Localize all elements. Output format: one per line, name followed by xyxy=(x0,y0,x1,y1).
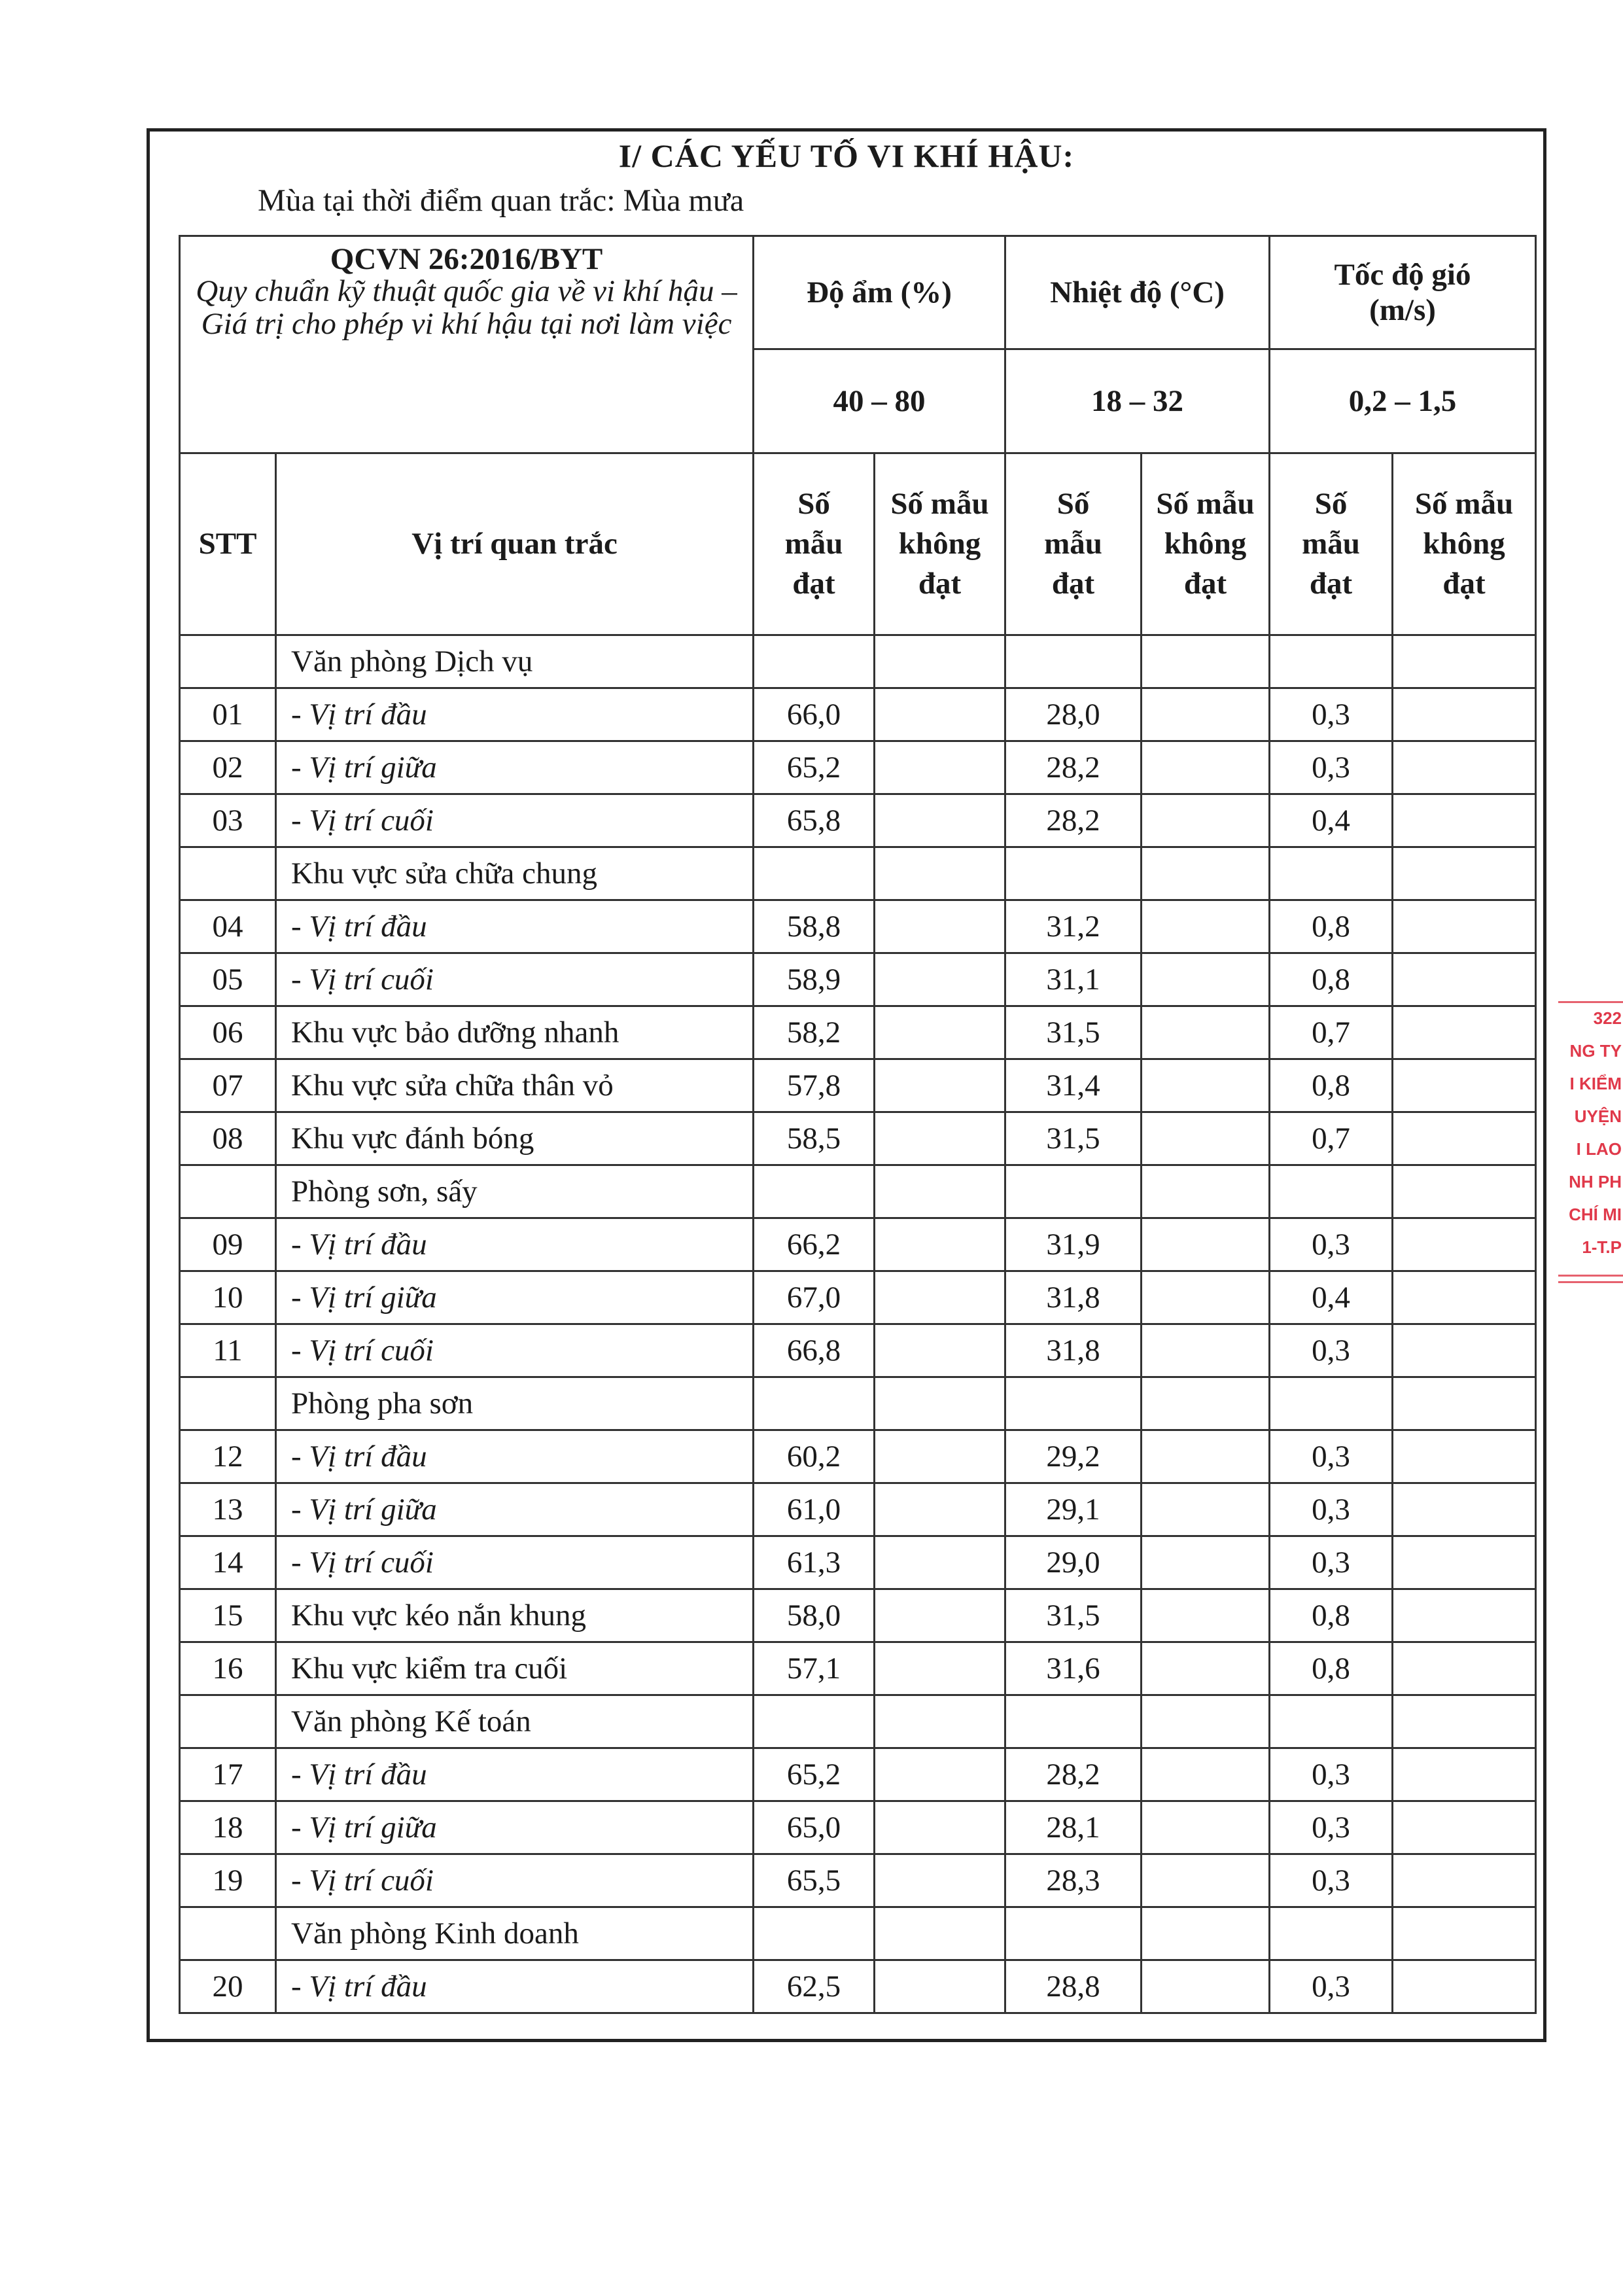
temperature-fail-cell xyxy=(1142,635,1270,688)
wind-fail-cell xyxy=(1393,1324,1536,1377)
table-row xyxy=(180,1801,1536,1854)
standard-code: QCVN 26:2016/BYT xyxy=(330,242,603,276)
location-cell: - Vị trí đầu xyxy=(276,900,754,953)
humidity-fail-cell xyxy=(875,1589,1005,1642)
wind-pass-cell: 0,8 xyxy=(1270,1642,1393,1695)
table-row xyxy=(180,1271,1536,1324)
humidity-fail-header: Số mẫu không đạt xyxy=(875,453,1005,635)
wind-pass-cell: 0,3 xyxy=(1270,1430,1393,1483)
wind-pass-cell: 0,3 xyxy=(1270,1801,1393,1854)
humidity-fail-cell xyxy=(875,635,1005,688)
stt-cell: 17 xyxy=(180,1748,276,1801)
stt-cell: 04 xyxy=(180,900,276,953)
temperature-fail-cell xyxy=(1142,688,1270,741)
wind-pass-cell: 0,8 xyxy=(1270,1589,1393,1642)
location-cell: - Vị trí cuối xyxy=(276,1854,754,1907)
wind-fail-cell xyxy=(1393,1854,1536,1907)
temperature-pass-cell: 31,6 xyxy=(1005,1642,1142,1695)
wind-fail-cell xyxy=(1393,1695,1536,1748)
humidity-fail-cell xyxy=(875,1642,1005,1695)
humidity-fail-cell xyxy=(875,741,1005,794)
stt-cell xyxy=(180,1695,276,1748)
wind-pass-cell: 0,8 xyxy=(1270,1059,1393,1112)
stt-cell: 18 xyxy=(180,1801,276,1854)
temperature-fail-cell xyxy=(1142,1112,1270,1165)
location-cell: - Vị trí đầu xyxy=(276,1430,754,1483)
temperature-pass-cell: 28,0 xyxy=(1005,688,1142,741)
wind-fail-cell xyxy=(1393,1483,1536,1536)
temperature-pass-cell xyxy=(1005,1165,1142,1218)
temperature-pass-cell: 28,2 xyxy=(1005,794,1142,847)
humidity-fail-cell xyxy=(875,1271,1005,1324)
stamp-text-line: 322 xyxy=(1593,1008,1622,1028)
stt-cell: 11 xyxy=(180,1324,276,1377)
wind-fail-cell xyxy=(1393,635,1536,688)
location-cell: - Vị trí đầu xyxy=(276,1960,754,2013)
stt-cell: 19 xyxy=(180,1854,276,1907)
wind-pass-cell xyxy=(1270,1907,1393,1960)
temperature-fail-cell xyxy=(1142,900,1270,953)
temperature-fail-cell xyxy=(1142,1271,1270,1324)
temperature-pass-cell: 29,0 xyxy=(1005,1536,1142,1589)
temperature-fail-header: Số mẫu không đạt xyxy=(1142,453,1270,635)
humidity-pass-cell: 58,9 xyxy=(754,953,875,1006)
wind-pass-cell: 0,3 xyxy=(1270,1960,1393,2013)
stt-cell xyxy=(180,1165,276,1218)
stt-cell: 09 xyxy=(180,1218,276,1271)
humidity-fail-cell xyxy=(875,1536,1005,1589)
humidity-pass-cell: 57,1 xyxy=(754,1642,875,1695)
location-cell: Khu vực kéo nắn khung xyxy=(276,1589,754,1642)
wind-fail-cell xyxy=(1393,1218,1536,1271)
humidity-pass-cell: 66,8 xyxy=(754,1324,875,1377)
humidity-pass-cell: 65,5 xyxy=(754,1854,875,1907)
stamp-text-line: UYỆN xyxy=(1574,1106,1622,1126)
wind-pass-cell: 0,3 xyxy=(1270,1218,1393,1271)
humidity-fail-cell xyxy=(875,1854,1005,1907)
stt-cell xyxy=(180,847,276,900)
location-cell: Khu vực đánh bóng xyxy=(276,1112,754,1165)
table-row xyxy=(180,741,1536,794)
temperature-pass-cell: 28,8 xyxy=(1005,1960,1142,2013)
location-cell: - Vị trí cuối xyxy=(276,1324,754,1377)
temperature-pass-header: Số mẫu đạt xyxy=(1005,453,1142,635)
location-cell: - Vị trí cuối xyxy=(276,794,754,847)
humidity-pass-cell: 57,8 xyxy=(754,1059,875,1112)
wind-pass-cell xyxy=(1270,1165,1393,1218)
wind-pass-cell xyxy=(1270,1377,1393,1430)
stt-cell: 05 xyxy=(180,953,276,1006)
temperature-limit: 18 – 32 xyxy=(1005,349,1270,453)
table-row xyxy=(180,1059,1536,1112)
humidity-pass-cell: 58,2 xyxy=(754,1006,875,1059)
humidity-pass-cell xyxy=(754,635,875,688)
location-cell: - Vị trí giữa xyxy=(276,1271,754,1324)
table-row xyxy=(180,1006,1536,1059)
stt-cell: 08 xyxy=(180,1112,276,1165)
temperature-fail-cell xyxy=(1142,1006,1270,1059)
humidity-pass-cell: 62,5 xyxy=(754,1960,875,2013)
table-row xyxy=(180,794,1536,847)
wind-pass-cell: 0,3 xyxy=(1270,688,1393,741)
wind-fail-cell xyxy=(1393,1165,1536,1218)
season-line: Mùa tại thời điểm quan trắc: Mùa mưa xyxy=(258,183,744,218)
temperature-fail-cell xyxy=(1142,953,1270,1006)
humidity-pass-cell: 66,0 xyxy=(754,688,875,741)
table-row xyxy=(180,1748,1536,1801)
temperature-pass-cell: 31,5 xyxy=(1005,1006,1142,1059)
wind-fail-cell xyxy=(1393,1377,1536,1430)
humidity-fail-cell xyxy=(875,1430,1005,1483)
temperature-pass-cell xyxy=(1005,1907,1142,1960)
table-row xyxy=(180,1165,1536,1218)
wind-fail-header: Số mẫu không đạt xyxy=(1393,453,1536,635)
temperature-fail-cell xyxy=(1142,1907,1270,1960)
temperature-pass-cell xyxy=(1005,1377,1142,1430)
temperature-pass-cell: 31,8 xyxy=(1005,1271,1142,1324)
stt-cell: 14 xyxy=(180,1536,276,1589)
temperature-fail-cell xyxy=(1142,1377,1270,1430)
location-cell: Phòng pha sơn xyxy=(276,1377,754,1430)
stt-cell: 20 xyxy=(180,1960,276,2013)
wind-limit: 0,2 – 1,5 xyxy=(1270,349,1536,453)
wind-pass-cell: 0,3 xyxy=(1270,1854,1393,1907)
location-cell: Văn phòng Dịch vụ xyxy=(276,635,754,688)
location-cell: Khu vực sửa chữa thân vỏ xyxy=(276,1059,754,1112)
wind-fail-cell xyxy=(1393,1430,1536,1483)
stt-header: STT xyxy=(180,453,276,635)
humidity-pass-cell: 58,8 xyxy=(754,900,875,953)
table-body xyxy=(180,635,1536,2013)
temperature-fail-cell xyxy=(1142,1165,1270,1218)
stt-cell: 06 xyxy=(180,1006,276,1059)
table-row xyxy=(180,1377,1536,1430)
table-row xyxy=(180,1854,1536,1907)
temperature-pass-cell xyxy=(1005,1695,1142,1748)
table-row xyxy=(180,635,1536,688)
stamp-text-line: I LAO xyxy=(1576,1139,1622,1159)
table-row xyxy=(180,1324,1536,1377)
wind-fail-cell xyxy=(1393,1589,1536,1642)
temperature-pass-cell: 29,1 xyxy=(1005,1483,1142,1536)
location-cell: Văn phòng Kinh doanh xyxy=(276,1907,754,1960)
wind-pass-cell: 0,3 xyxy=(1270,1324,1393,1377)
temperature-pass-cell: 31,5 xyxy=(1005,1589,1142,1642)
wind-pass-cell: 0,3 xyxy=(1270,741,1393,794)
humidity-pass-cell: 58,5 xyxy=(754,1112,875,1165)
table-row xyxy=(180,953,1536,1006)
table-row xyxy=(180,1536,1536,1589)
report-frame xyxy=(147,128,1546,2042)
temperature-fail-cell xyxy=(1142,1536,1270,1589)
temperature-fail-cell xyxy=(1142,1642,1270,1695)
temperature-fail-cell xyxy=(1142,1748,1270,1801)
stamp-text-line: NG TY xyxy=(1569,1041,1622,1061)
table-row xyxy=(180,1430,1536,1483)
humidity-fail-cell xyxy=(875,953,1005,1006)
wind-fail-cell xyxy=(1393,1907,1536,1960)
humidity-fail-cell xyxy=(875,1483,1005,1536)
temperature-fail-cell xyxy=(1142,1324,1270,1377)
humidity-fail-cell xyxy=(875,847,1005,900)
location-cell: - Vị trí giữa xyxy=(276,1483,754,1536)
stt-cell: 01 xyxy=(180,688,276,741)
temperature-pass-cell xyxy=(1005,847,1142,900)
temperature-fail-cell xyxy=(1142,847,1270,900)
temperature-fail-cell xyxy=(1142,1059,1270,1112)
temperature-pass-cell: 28,2 xyxy=(1005,741,1142,794)
wind-pass-cell: 0,7 xyxy=(1270,1112,1393,1165)
humidity-fail-cell xyxy=(875,1695,1005,1748)
humidity-fail-cell xyxy=(875,1960,1005,2013)
humidity-pass-cell xyxy=(754,1377,875,1430)
wind-header: Tốc độ gió (m/s) xyxy=(1270,236,1536,349)
table-row xyxy=(180,1642,1536,1695)
humidity-fail-cell xyxy=(875,688,1005,741)
wind-pass-cell xyxy=(1270,847,1393,900)
microclimate-table xyxy=(179,235,1537,2014)
wind-pass-cell: 0,8 xyxy=(1270,900,1393,953)
wind-pass-cell: 0,8 xyxy=(1270,953,1393,1006)
humidity-pass-cell: 65,2 xyxy=(754,741,875,794)
wind-fail-cell xyxy=(1393,1536,1536,1589)
wind-fail-cell xyxy=(1393,1112,1536,1165)
stt-cell: 13 xyxy=(180,1483,276,1536)
temperature-header: Nhiệt độ (°C) xyxy=(1005,236,1270,349)
section-title: I/ CÁC YẾU TỐ VI KHÍ HẬU: xyxy=(618,137,1075,174)
humidity-header: Độ ẩm (%) xyxy=(754,236,1005,349)
humidity-limit: 40 – 80 xyxy=(754,349,1005,453)
temperature-fail-cell xyxy=(1142,1960,1270,2013)
stamp-text-line: I KIỂM xyxy=(1569,1074,1622,1093)
humidity-fail-cell xyxy=(875,1801,1005,1854)
stt-cell: 07 xyxy=(180,1059,276,1112)
wind-fail-cell xyxy=(1393,847,1536,900)
stt-cell: 02 xyxy=(180,741,276,794)
humidity-pass-cell xyxy=(754,1165,875,1218)
temperature-pass-cell: 29,2 xyxy=(1005,1430,1142,1483)
table-row xyxy=(180,1695,1536,1748)
humidity-pass-cell: 58,0 xyxy=(754,1589,875,1642)
wind-pass-header: Số mẫu đạt xyxy=(1270,453,1393,635)
location-cell: Phòng sơn, sấy xyxy=(276,1165,754,1218)
humidity-pass-cell: 66,2 xyxy=(754,1218,875,1271)
location-cell: Văn phòng Kế toán xyxy=(276,1695,754,1748)
temperature-fail-cell xyxy=(1142,794,1270,847)
wind-fail-cell xyxy=(1393,741,1536,794)
wind-fail-cell xyxy=(1393,900,1536,953)
stt-cell xyxy=(180,635,276,688)
stt-cell: 12 xyxy=(180,1430,276,1483)
humidity-pass-cell: 61,0 xyxy=(754,1483,875,1536)
location-cell: Khu vực bảo dưỡng nhanh xyxy=(276,1006,754,1059)
stamp-text-line: NH PH xyxy=(1569,1172,1622,1192)
temperature-pass-cell: 31,1 xyxy=(1005,953,1142,1006)
wind-pass-cell: 0,3 xyxy=(1270,1748,1393,1801)
table-row xyxy=(180,1112,1536,1165)
location-cell: - Vị trí đầu xyxy=(276,1218,754,1271)
stt-cell xyxy=(180,1377,276,1430)
stt-cell: 15 xyxy=(180,1589,276,1642)
table-row xyxy=(180,1483,1536,1536)
temperature-fail-cell xyxy=(1142,741,1270,794)
humidity-fail-cell xyxy=(875,1112,1005,1165)
stt-cell: 03 xyxy=(180,794,276,847)
location-cell: - Vị trí đầu xyxy=(276,1748,754,1801)
stt-cell xyxy=(180,1907,276,1960)
wind-fail-cell xyxy=(1393,688,1536,741)
humidity-pass-cell: 65,8 xyxy=(754,794,875,847)
location-cell: - Vị trí giữa xyxy=(276,1801,754,1854)
wind-pass-cell xyxy=(1270,635,1393,688)
table-row xyxy=(180,847,1536,900)
wind-fail-cell xyxy=(1393,1271,1536,1324)
stamp-text-line: 1-T.P xyxy=(1582,1237,1622,1257)
table-row xyxy=(180,900,1536,953)
wind-pass-cell xyxy=(1270,1695,1393,1748)
table-row xyxy=(180,1907,1536,1960)
standard-cell xyxy=(180,236,754,453)
stt-cell: 10 xyxy=(180,1271,276,1324)
wind-fail-cell xyxy=(1393,1642,1536,1695)
temperature-fail-cell xyxy=(1142,1695,1270,1748)
temperature-pass-cell: 31,8 xyxy=(1005,1324,1142,1377)
temperature-pass-cell: 31,5 xyxy=(1005,1112,1142,1165)
humidity-pass-cell xyxy=(754,1695,875,1748)
location-cell: - Vị trí đầu xyxy=(276,688,754,741)
humidity-fail-cell xyxy=(875,1165,1005,1218)
humidity-pass-cell: 61,3 xyxy=(754,1536,875,1589)
wind-fail-cell xyxy=(1393,1059,1536,1112)
stt-cell: 16 xyxy=(180,1642,276,1695)
wind-pass-cell: 0,3 xyxy=(1270,1483,1393,1536)
humidity-fail-cell xyxy=(875,1006,1005,1059)
humidity-fail-cell xyxy=(875,1218,1005,1271)
table-row xyxy=(180,1589,1536,1642)
company-stamp xyxy=(1558,1000,1623,1288)
wind-fail-cell xyxy=(1393,1748,1536,1801)
wind-fail-cell xyxy=(1393,953,1536,1006)
location-cell: - Vị trí cuối xyxy=(276,953,754,1006)
temperature-fail-cell xyxy=(1142,1589,1270,1642)
temperature-pass-cell: 31,9 xyxy=(1005,1218,1142,1271)
wind-fail-cell xyxy=(1393,794,1536,847)
temperature-fail-cell xyxy=(1142,1430,1270,1483)
humidity-pass-header: Số mẫu đạt xyxy=(754,453,875,635)
temperature-pass-cell: 31,4 xyxy=(1005,1059,1142,1112)
stamp-text-line: CHÍ MI xyxy=(1569,1205,1622,1224)
wind-fail-cell xyxy=(1393,1006,1536,1059)
temperature-pass-cell: 31,2 xyxy=(1005,900,1142,953)
temperature-pass-cell: 28,1 xyxy=(1005,1801,1142,1854)
wind-pass-cell: 0,3 xyxy=(1270,1536,1393,1589)
temperature-fail-cell xyxy=(1142,1218,1270,1271)
humidity-fail-cell xyxy=(875,900,1005,953)
location-cell: Khu vực kiểm tra cuối xyxy=(276,1642,754,1695)
wind-pass-cell: 0,4 xyxy=(1270,1271,1393,1324)
wind-fail-cell xyxy=(1393,1960,1536,2013)
table-row xyxy=(180,688,1536,741)
humidity-fail-cell xyxy=(875,1907,1005,1960)
table-row xyxy=(180,1218,1536,1271)
humidity-fail-cell xyxy=(875,1748,1005,1801)
humidity-pass-cell: 67,0 xyxy=(754,1271,875,1324)
table-row xyxy=(180,1960,1536,2013)
location-cell: - Vị trí cuối xyxy=(276,1536,754,1589)
humidity-fail-cell xyxy=(875,1377,1005,1430)
temperature-pass-cell: 28,2 xyxy=(1005,1748,1142,1801)
humidity-pass-cell: 60,2 xyxy=(754,1430,875,1483)
wind-pass-cell: 0,7 xyxy=(1270,1006,1393,1059)
temperature-fail-cell xyxy=(1142,1801,1270,1854)
humidity-pass-cell xyxy=(754,1907,875,1960)
temperature-fail-cell xyxy=(1142,1854,1270,1907)
humidity-pass-cell xyxy=(754,847,875,900)
temperature-pass-cell: 28,3 xyxy=(1005,1854,1142,1907)
location-cell: - Vị trí giữa xyxy=(276,741,754,794)
temperature-pass-cell xyxy=(1005,635,1142,688)
wind-pass-cell: 0,4 xyxy=(1270,794,1393,847)
humidity-pass-cell: 65,2 xyxy=(754,1748,875,1801)
temperature-fail-cell xyxy=(1142,1483,1270,1536)
wind-fail-cell xyxy=(1393,1801,1536,1854)
location-cell: Khu vực sửa chữa chung xyxy=(276,847,754,900)
humidity-fail-cell xyxy=(875,1059,1005,1112)
standard-description: Quy chuẩn kỹ thuật quốc gia về vi khí hậu – Giá trị cho phép vi khí hậu tại nơi làm việc xyxy=(196,274,737,341)
humidity-pass-cell: 65,0 xyxy=(754,1801,875,1854)
humidity-fail-cell xyxy=(875,794,1005,847)
location-header: Vị trí quan trắc xyxy=(276,453,754,635)
humidity-fail-cell xyxy=(875,1324,1005,1377)
